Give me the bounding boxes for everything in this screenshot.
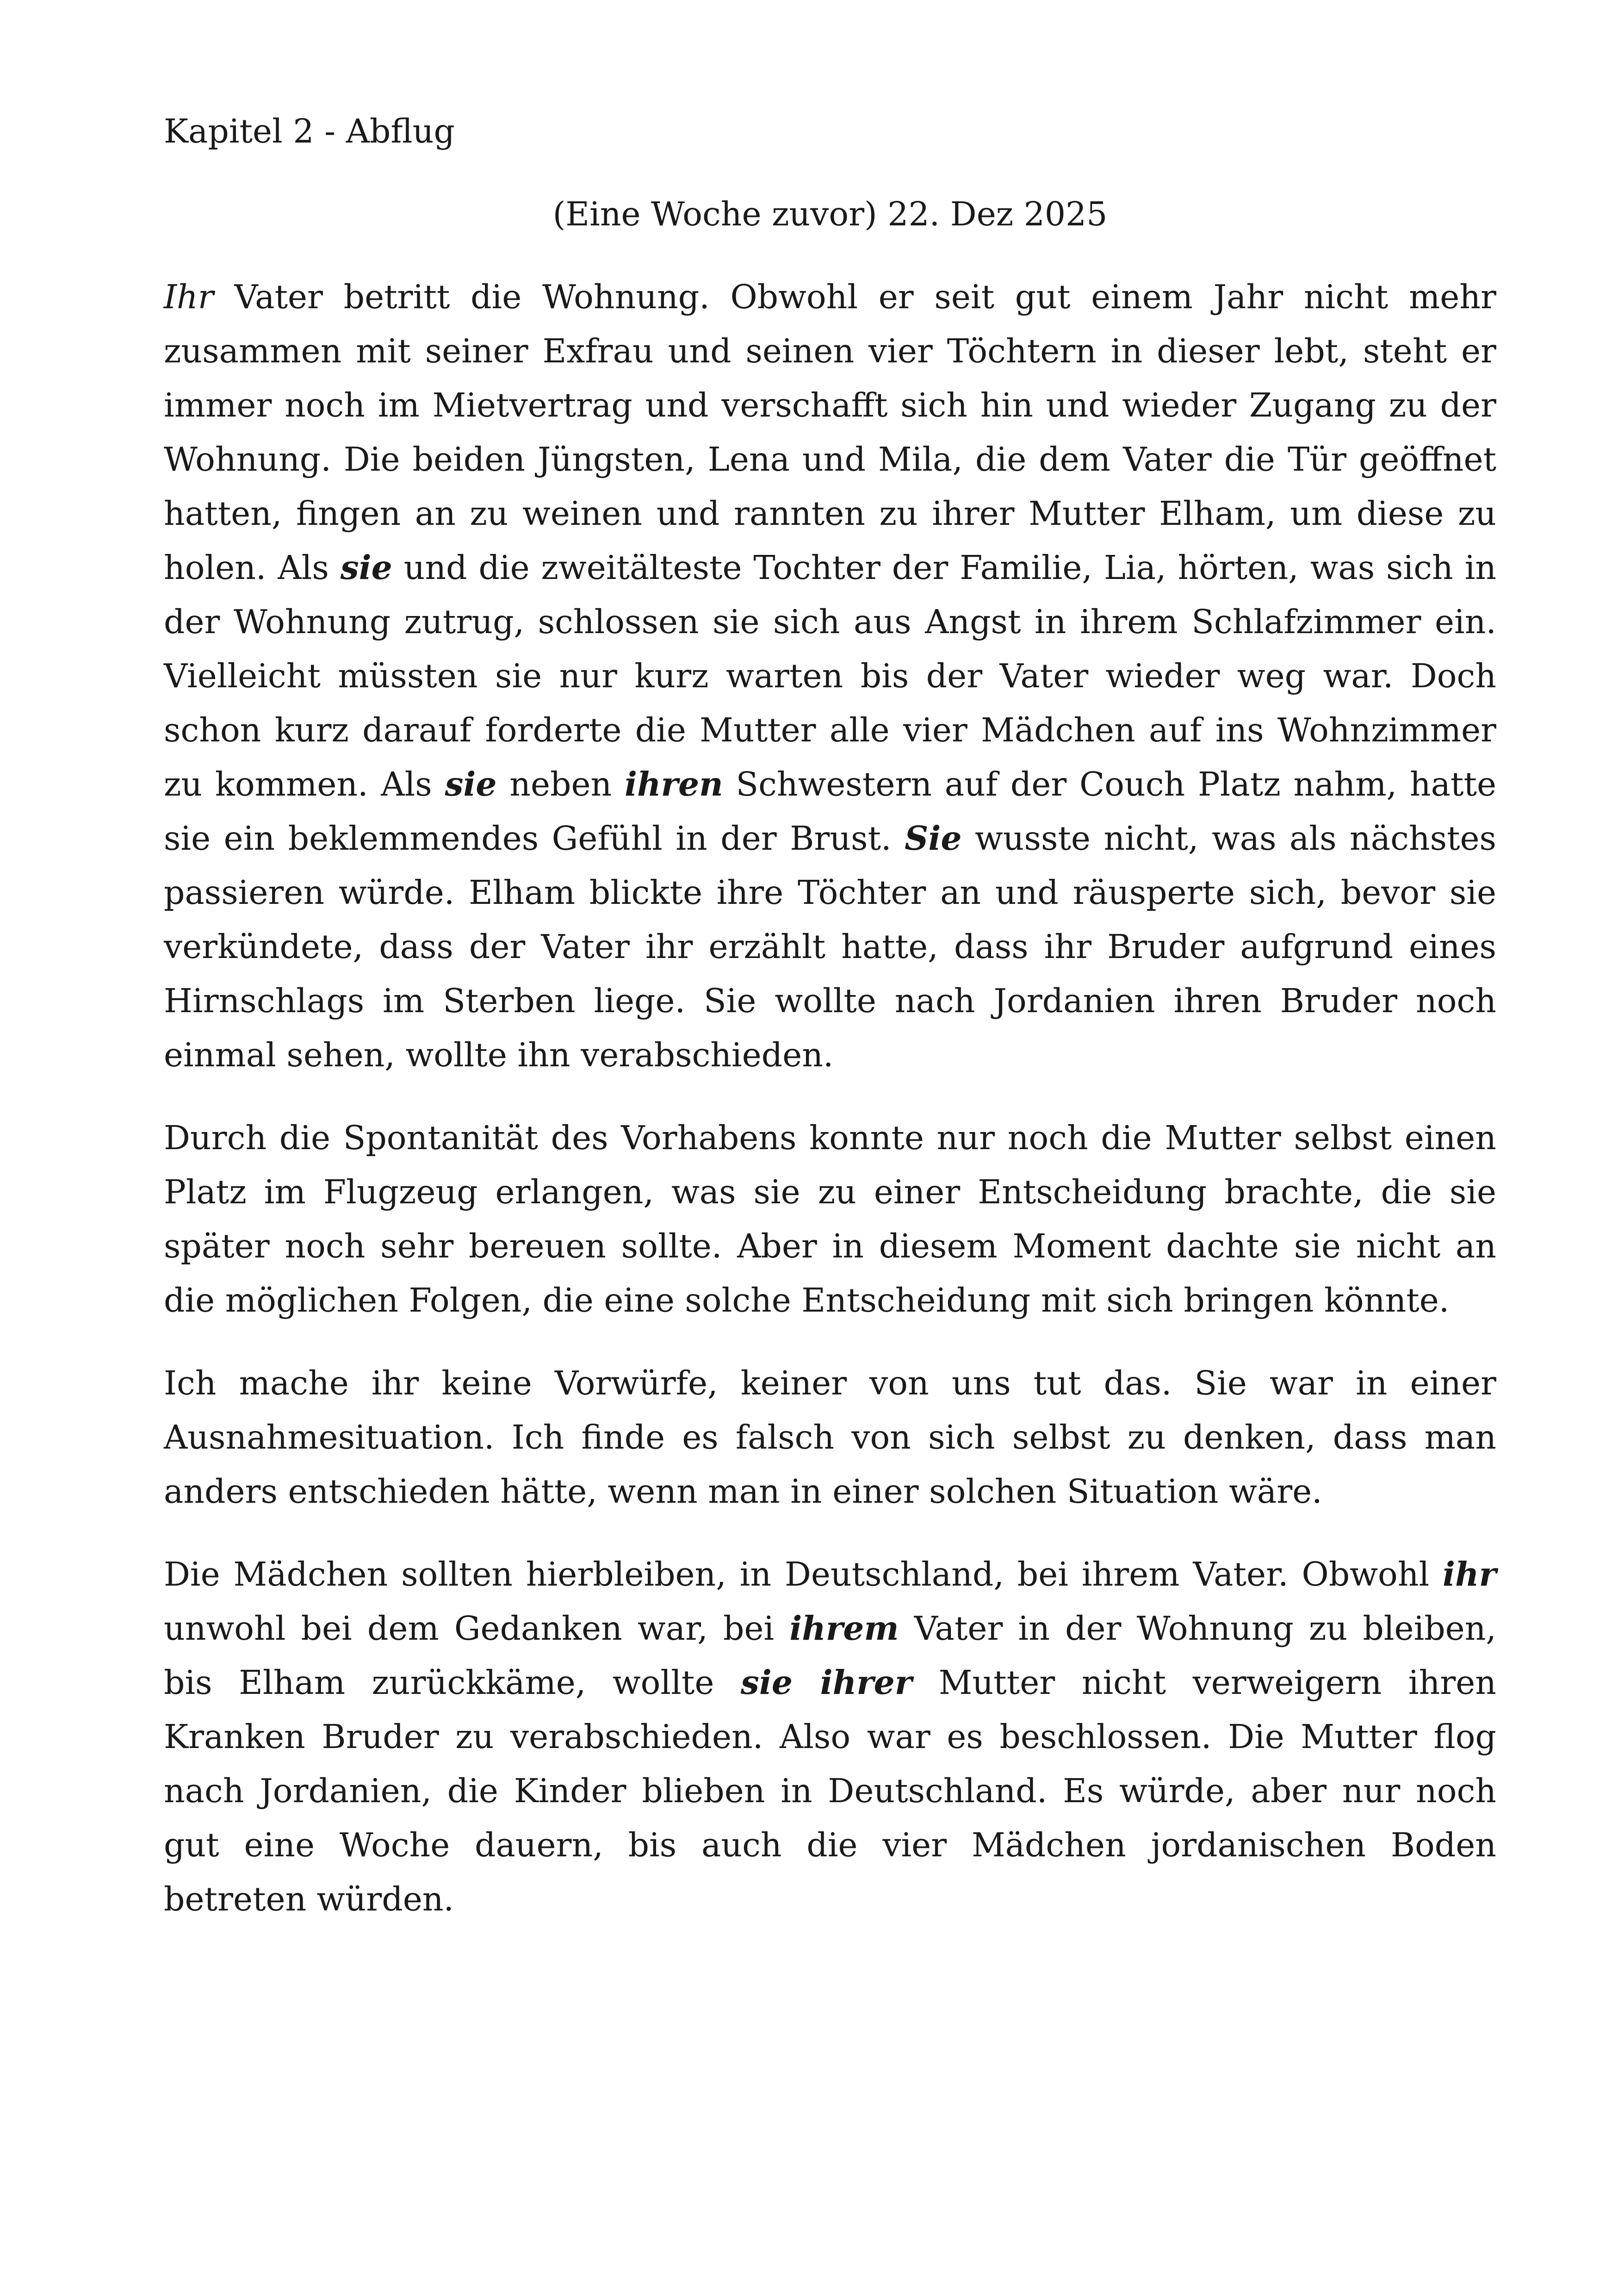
text-run: wusste nicht, was als nächstes passieren würde. Elham blickte ihre Töchter an und räusperte sich, bevor sie verkündete, dass der Vater ihr erzählt hatte, dass ihr Bruder aufgrund eines Hirnschlags im Sterben liege. Sie wollte nach Jordanien ihren Bruder noch einmal sehen, wollte ihn verabschieden. — [164, 819, 1496, 1074]
bold-italic-text: ihren — [624, 765, 723, 803]
bold-italic-text: Sie — [905, 819, 962, 858]
text-run: Durch die Spontanität des Vorhabens konnte nur noch die Mutter selbst einen Platz im Flugzeug erlangen, was sie zu einer Entscheidung brachte, die sie später noch sehr bereuen sollte. Aber in diesem Moment dachte sie nicht an die möglichen Folgen, die eine solche Entscheidung mit sich bringen könnte. — [164, 1119, 1496, 1319]
text-run: neben — [496, 765, 625, 803]
italic-text: Ihr — [164, 278, 214, 316]
bold-italic-text: ihrem — [789, 1609, 899, 1648]
paragraph — [164, 1547, 1496, 1926]
text-run: Schwestern auf der Couch Platz nahm, hatte sie ein beklemmendes Gefühl in der Brust. — [164, 765, 1496, 858]
paragraph-list — [164, 270, 1496, 1926]
bold-italic-text: sie — [445, 765, 497, 803]
chapter-title: Kapitel 2 - Abflug — [164, 112, 455, 150]
text-run: und die zweitälteste Tochter der Familie, Lia, hörten, was sich in der Wohnung zutrug, schlossen sie sich aus Angst in ihrem Schlafzimmer ein. Vielleicht müssten sie nur kurz warten bis der Vater wieder weg war. Doch schon kurz darauf forderte die Mutter alle vier Mädchen auf ins Wohnzimmer zu kommen. Als — [164, 548, 1496, 803]
document-body — [164, 104, 1496, 1955]
text-run: Ich mache ihr keine Vorwürfe, keiner von uns tut das. Sie war in einer Ausnahmesituation. Ich finde es falsch von sich selbst zu denken, dass man anders entschieden hätte, wenn man in einer solchen Situation wäre. — [164, 1364, 1496, 1511]
paragraph — [164, 1356, 1496, 1518]
text-run: Die Mädchen sollten hierbleiben, in Deutschland, bei ihrem Vater. Obwohl — [164, 1555, 1443, 1593]
bold-italic-text: sie ihrer — [740, 1663, 912, 1702]
text-run: Vater in der Wohnung zu bleiben, bis Elham zurückkäme, wollte — [164, 1609, 1496, 1702]
bold-italic-text: sie — [340, 548, 392, 587]
paragraph — [164, 1111, 1496, 1327]
paragraph — [164, 270, 1496, 1082]
text-run: Vater betritt die Wohnung. Obwohl er seit gut einem Jahr nicht mehr zusammen mit seiner Exfrau und seinen vier Töchtern in dieser lebt, steht er immer noch im Mietvertrag und verschafft sich hin und wieder Zugang zu der Wohnung. Die beiden Jüngsten, Lena und Mila, die dem Vater die Tür geöffnet hatten, fingen an zu weinen und rannten zu ihrer Mutter Elham, um diese zu holen. Als — [164, 278, 1496, 587]
text-run: unwohl bei dem Gedanken war, bei — [164, 1609, 790, 1648]
text-run: Mutter nicht verweigern ihren Kranken Bruder zu verabschieden. Also war es beschlossen. Die Mutter flog nach Jordanien, die Kinder blieben in Deutschland. Es würde, aber nur noch gut eine Woche dauern, bis auch die vier Mädchen jordanischen Boden betreten würden. — [164, 1663, 1497, 1918]
date-line: (Eine Woche zuvor) 22. Dez 2025 — [552, 195, 1108, 233]
bold-italic-text: ihr — [1443, 1555, 1496, 1593]
